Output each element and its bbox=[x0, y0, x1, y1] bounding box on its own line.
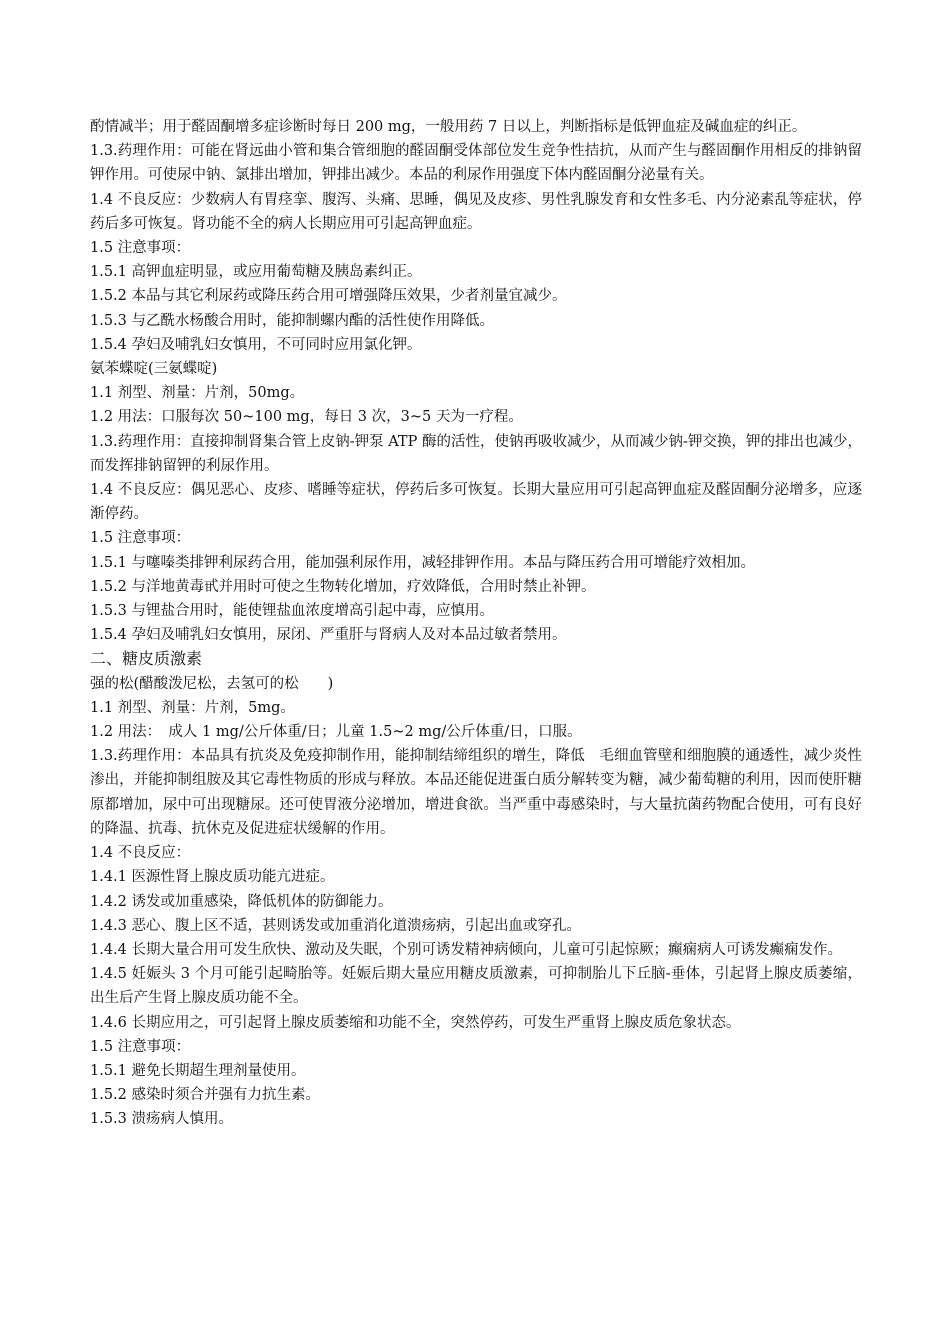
paragraph: 1.5.2 本品与其它利尿药或降压药合用可增强降压效果，少者剂量宜减少。 bbox=[90, 288, 567, 305]
paragraph: 1.4.2 诱发或加重感染，降低机体的防御能力。 bbox=[90, 893, 393, 910]
paragraph: 1.4.3 恶心、腹上区不适，甚则诱发或加重消化道溃疡病，引起出血或穿孔。 bbox=[90, 917, 582, 934]
paragraph: 1.4.6 长期应用之，可引起肾上腺皮质萎缩和功能不全，突然停药，可发生严重肾上腺皮质危象状态。 bbox=[90, 1014, 741, 1031]
drug-title: 氨苯蝶啶(三氨蝶啶) bbox=[90, 361, 218, 378]
paragraph: 1.5.4 孕妇及哺乳妇女慎用，不可同时应用氯化钾。 bbox=[90, 336, 422, 353]
paragraph: 1.5 注意事项： bbox=[90, 530, 191, 547]
paragraph: 1.5.3 与乙酰水杨酸合用时，能抑制螺内酯的活性使作用降低。 bbox=[90, 312, 495, 329]
paragraph: 1.3.药理作用：可能在肾远曲小管和集合管细胞的醛固酮受体部位发生竞争性拮抗，从而产生与醛固酮作用相反的排钠留钾作用。可使尿中钠、氯排出增加，钾排出减少。本品的利尿作用强度下体内醛固酮分泌量有关。 bbox=[90, 143, 862, 184]
section-heading: 二、糖皮质激素 bbox=[90, 649, 203, 669]
paragraph: 1.5.1 与噻嗪类排钾利尿药合用，能加强利尿作用，减轻排钾作用。本品与降压药合用可增能疗效相加。 bbox=[90, 554, 755, 571]
paragraph: 1.5.3 与锂盐合用时，能使锂盐血浓度增高引起中毒，应慎用。 bbox=[90, 603, 495, 620]
paragraph: 1.3.药理作用：本品具有抗炎及免疫抑制作用，能抑制结缔组织的增生，降低 毛细血管壁和细胞膜的通透性，减少炎性渗出，并能抑制组胺及其它毒性物质的形成与释放。本品还能促进蛋白质分解转变为糖，减少葡萄糖的利用，因而使肝糖原都增加，尿中可出现糖尿。还可使胃液分泌增加，增进食欲。当严重中毒感染时，与大量抗菌药物配合使用，可有良好的降温、抗毒、抗休克及促进症状缓解的作用。 bbox=[90, 748, 862, 837]
document-page bbox=[90, 115, 862, 1132]
paragraph: 1.5 注意事项： bbox=[90, 240, 191, 257]
paragraph: 1.2 用法： 成人 1 mg/公斤体重/日；儿童 1.5~2 mg/公斤体重/日，口服。 bbox=[90, 724, 582, 741]
paragraph: 1.5.1 避免长期超生理剂量使用。 bbox=[90, 1062, 306, 1079]
paragraph: 1.5 注意事项： bbox=[90, 1038, 191, 1055]
paragraph: 1.5.2 感染时须合并强有力抗生素。 bbox=[90, 1087, 321, 1104]
paragraph: 1.1 剂型、剂量：片剂，5mg。 bbox=[90, 699, 295, 716]
paragraph: 1.4.1 医源性肾上腺皮质功能亢进症。 bbox=[90, 869, 335, 886]
paragraph: 1.4.5 妊娠头 3 个月可能引起畸胎等。妊娠后期大量应用糖皮质激素，可抑制胎儿下丘脑-垂体，引起肾上腺皮质萎缩，出生后产生肾上腺皮质功能不全。 bbox=[90, 966, 862, 1007]
paragraph: 1.4 不良反应：少数病人有胃痉挛、腹泻、头痛、思睡，偶见及皮疹、男性乳腺发育和女性多毛、内分泌素乱等症状，停药后多可恢复。肾功能不全的病人长期应用可引起高钾血症。 bbox=[90, 191, 862, 232]
paragraph: 1.4.4 长期大量合用可发生欣快、激动及失眠，个别可诱发精神病倾向，儿童可引起惊厥；癫痫病人可诱发癫痫发作。 bbox=[90, 941, 842, 958]
paragraph: 1.1 剂型、剂量：片剂，50mg。 bbox=[90, 385, 305, 402]
paragraph: 1.5.1 高钾血症明显，或应用葡萄糖及胰岛素纠正。 bbox=[90, 264, 422, 281]
paragraph: 1.4 不良反应： bbox=[90, 845, 191, 862]
paragraph: 1.2 用法：口服每次 50~100 mg，每日 3 次，3~5 天为一疗程。 bbox=[90, 409, 523, 426]
paragraph: 酌情减半；用于醛固酮增多症诊断时每日 200 mg，一般用药 7 日以上，判断指标是低钾血症及碱血症的纠正。 bbox=[90, 119, 807, 135]
paragraph: 1.5.2 与洋地黄毒甙并用时可使之生物转化增加，疗效降低，合用时禁止补钾。 bbox=[90, 578, 596, 595]
paragraph: 1.3.药理作用：直接抑制肾集合管上皮钠-钾泵 ATP 酶的活性，使钠再吸收减少，从而减少钠-钾交换，钾的排出也减少，而发挥排钠留钾的利尿作用。 bbox=[90, 433, 862, 474]
drug-title: 强的松(醋酸泼尼松，去氢可的松 ) bbox=[90, 675, 334, 692]
paragraph: 1.4 不良反应：偶见恶心、皮疹、嗜睡等症状，停药后多可恢复。长期大量应用可引起高钾血症及醛固酮分泌增多，应逐渐停药。 bbox=[90, 482, 862, 523]
paragraph: 1.5.3 溃疡病人慎用。 bbox=[90, 1111, 234, 1128]
paragraph: 1.5.4 孕妇及哺乳妇女慎用，尿闭、严重肝与肾病人及对本品过敏者禁用。 bbox=[90, 627, 567, 644]
